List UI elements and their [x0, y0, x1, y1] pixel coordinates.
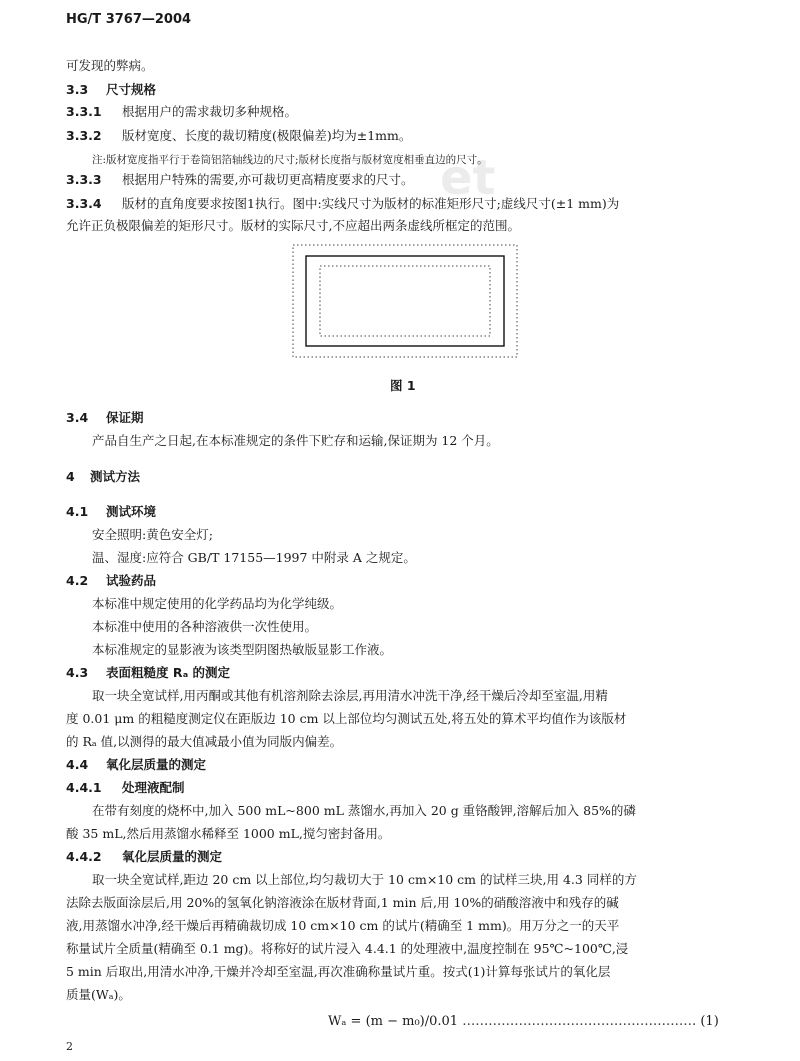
formula-rhs: (m − m₀)/0.01: [365, 1014, 459, 1029]
text-line: 的 Rₐ 值,以测得的最大值减最小值为同版内偏差。: [66, 734, 343, 749]
text-line: 允许正负极限偏差的矩形尺寸。版材的实际尺寸,不应超出两条虚线所框定的范围。: [66, 218, 520, 233]
text-line: 取一块全宽试样,距边 20 cm 以上部位,均匀裁切大于 10 cm×10 cm 的试样三块,用 4.3 同样的方: [92, 872, 637, 887]
section-heading-4: 4 测试方法: [66, 469, 141, 484]
section-heading-4-4: 4.4 氧化层质量的测定: [66, 757, 207, 772]
document-header: HG/T 3767—2004: [66, 12, 192, 27]
section-heading-4-3: 4.3 表面粗糙度 Rₐ 的测定: [66, 665, 231, 680]
watermark: et: [440, 150, 496, 206]
text-line: 称量试片全质量(精确至 0.1 mg)。将称好的试片浸入 4.4.1 的处理液中,温度控制在 95℃~100℃,浸: [66, 941, 629, 956]
text-line: 度 0.01 μm 的粗糙度测定仪在距版边 10 cm 以上部位均匀测试五处,将五处的算术平均值作为该版材: [66, 711, 627, 726]
section-heading-3-3: 3.3 尺寸规格: [66, 82, 157, 97]
text-line: 取一块全宽试样,用丙酮或其他有机溶剂除去涂层,再用清水冲洗干净,经干燥后冷却至室温,用精: [92, 688, 608, 703]
text-line: 本标准中规定使用的化学药品均为化学纯级。: [92, 596, 343, 611]
clause-3-3-4: 3.3.4 版材的直角度要求按图1执行。图中:实线尺寸为版材的标准矩形尺寸;虚线尺寸(±1 mm)为: [66, 196, 620, 211]
section-heading-3-4: 3.4 保证期: [66, 410, 144, 425]
formula-leader-dots: ………………………………………………: [462, 1014, 697, 1029]
text-line: 质量(Wₐ)。: [66, 987, 131, 1002]
text-line: 液,用蒸馏水冲净,经干燥后再精确裁切成 10 cm×10 cm 的试片(精确至 1 mm)。用万分之一的天平: [66, 918, 620, 933]
text-line: 温、湿度:应符合 GB/T 17155—1997 中附录 A 之规定。: [92, 550, 416, 565]
solid-rect: [306, 256, 504, 346]
section-heading-4-2: 4.2 试验药品: [66, 573, 157, 588]
text-line: 法除去版面涂层后,用 20%的氢氧化钠溶液涂在版材背面,1 min 后,用 10%的硝酸溶液中和残存的碱: [66, 895, 619, 910]
text-line: 酸 35 mL,然后用蒸馏水稀释至 1000 mL,搅匀密封备用。: [66, 826, 391, 841]
inner-dashed-rect: [320, 266, 490, 336]
text-line: 本标准规定的显影液为该类型阴图热敏版显影工作液。: [92, 642, 393, 657]
clause-3-3-1: 3.3.1 根据用户的需求裁切多种规格。: [66, 104, 298, 119]
text-line: 5 min 后取出,用清水冲净,干燥并冷却至室温,再次准确称量试片重。按式(1)计算每张试片的氧化层: [66, 964, 611, 979]
clause-3-3-2: 3.3.2 版材宽度、长度的裁切精度(极限偏差)均为±1mm。: [66, 128, 412, 143]
clause-3-3-3: 3.3.3 根据用户特殊的需要,亦可裁切更高精度要求的尺寸。: [66, 172, 414, 187]
formula-1: Wₐ = (m − m₀)/0.01 ……………………………………………… (1): [328, 1014, 719, 1029]
text-line: 可发现的弊病。: [66, 58, 154, 73]
outer-dashed-rect: [293, 245, 517, 357]
section-heading-4-4-1: 4.4.1 处理液配制: [66, 780, 185, 795]
note-line: 注:版材宽度指平行于卷筒铝箔轴线边的尺寸;版材长度指与版材宽度相垂直边的尺寸。: [92, 154, 488, 166]
formula-number: (1): [700, 1014, 719, 1029]
section-heading-4-4-2: 4.4.2 氧化层质量的测定: [66, 849, 223, 864]
page-number: 2: [66, 1040, 73, 1053]
text-line: 本标准中使用的各种溶液供一次性使用。: [92, 619, 318, 634]
text-line: 安全照明:黄色安全灯;: [92, 527, 213, 542]
text-line: 产品自生产之日起,在本标准规定的条件下贮存和运输,保证期为 12 个月。: [92, 433, 499, 448]
formula-lhs: Wₐ: [328, 1014, 347, 1029]
section-heading-4-1: 4.1 测试环境: [66, 504, 157, 519]
figure-1-diagram: [292, 244, 518, 358]
text-line: 在带有刻度的烧杯中,加入 500 mL~800 mL 蒸馏水,再加入 20 g 重铬酸钾,溶解后加入 85%的磷: [92, 803, 636, 818]
figure-caption: 图 1: [390, 378, 416, 393]
